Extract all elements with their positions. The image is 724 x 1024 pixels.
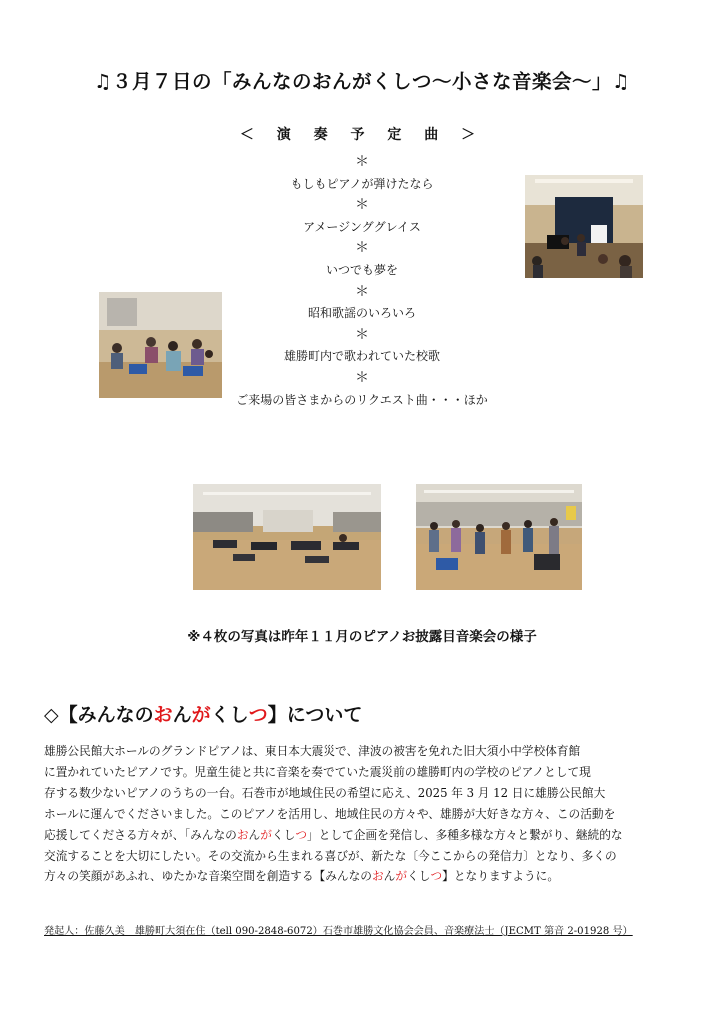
- body-red-tsu: つ: [430, 869, 443, 884]
- body-line: 雄勝公民館大ホールのグランドピアノは、東日本大震災で、津波の被害を免れた旧大須小中学校体育館: [44, 744, 581, 758]
- concert-photo-performance: [416, 484, 582, 590]
- about-heading-red-o: お: [153, 704, 173, 726]
- body-text: 」として企画を発信し、多種多様な方々と繋がり、継続的な: [307, 827, 623, 842]
- about-heading-n: ん: [172, 704, 192, 726]
- body-line: に置かれていたピアノです。児童生徒と共に音楽を奏でていた震災前の雄勝町内の学校のピアノとして現: [44, 764, 591, 779]
- about-heading-red-tsu: つ: [248, 704, 268, 726]
- body-red-ga: が: [395, 869, 408, 884]
- star-divider: ＊: [355, 326, 369, 343]
- about-heading-kushi: くし: [210, 704, 249, 726]
- body-text: ん: [383, 869, 396, 884]
- body-line: 存する数少ないピアノのうちの一台。石巻市が地域住民の希望に応え、2025 年 3 月 12 日に雄勝公民館大: [44, 785, 606, 800]
- star-divider: ＊: [355, 240, 369, 257]
- body-line: ホールに運んでくださいました。このピアノを活用し、地域住民の方々や、雄勝が大好きな方々、この活動を: [44, 806, 616, 821]
- body-red-o: お: [371, 869, 384, 884]
- song-item: アメージンググレイス: [303, 219, 421, 234]
- body-line: [44, 866, 684, 887]
- concert-photo-stage: [525, 175, 643, 278]
- program-heading: ＜ 演 奏 予 定 曲 ＞: [239, 127, 485, 143]
- body-text: 方々の笑顔があふれ、ゆたかな音楽空間を創造する【みんなの: [44, 869, 372, 884]
- about-heading-prefix: ◇【みんなの: [44, 704, 154, 726]
- song-item: もしもピアノが弾けたなら: [290, 176, 434, 191]
- body-red-o: お: [236, 827, 249, 842]
- about-heading-red-ga: が: [191, 704, 211, 726]
- organizer-footer: 発起人：佐藤久美 雄勝町大須在住（tell 090-2848-6072）石巻市雄勝文化協会会員、音楽療法士（JECMT 第音 2-01928 号）: [44, 926, 633, 937]
- about-body: [44, 741, 684, 887]
- body-text: くし: [271, 827, 296, 842]
- body-red-ga: が: [260, 827, 272, 842]
- song-list: [212, 152, 512, 411]
- concert-photo-hall: [193, 484, 381, 590]
- about-heading-suffix: 】について: [267, 704, 363, 726]
- song-item: 雄勝町内で歌われていた校歌: [283, 349, 440, 364]
- page-title: ♫３月７日の「みんなのおんがくしつ～小さな音楽会～」♫: [94, 70, 630, 93]
- song-item: 昭和歌謡のいろいろ: [307, 306, 416, 321]
- star-divider: ＊: [355, 283, 369, 300]
- song-item: いつでも夢を: [325, 262, 398, 277]
- star-divider: ＊: [355, 154, 369, 170]
- concert-photo-audience: [99, 292, 222, 398]
- star-divider: ＊: [355, 197, 369, 214]
- body-red-tsu: つ: [295, 827, 308, 842]
- body-line: [44, 825, 684, 846]
- song-item: ご来場の皆さまからのリクエスト曲・・・ほか: [236, 392, 488, 407]
- body-text: くし: [407, 869, 431, 884]
- body-line: 交流することを大切にしたい。その交流から生まれる喜びが、新たな〔今ここからの発信力〕となり、多くの: [44, 848, 617, 863]
- about-heading: [44, 700, 362, 727]
- body-text: ん: [248, 827, 261, 842]
- body-text: 】となりますように。: [442, 869, 560, 884]
- body-text: 応援してくださる方々が、「みんなの: [44, 827, 237, 842]
- star-divider: ＊: [355, 369, 369, 386]
- photo-caption: ※４枚の写真は昨年１１月のピアノお披露目音楽会の様子: [187, 629, 537, 645]
